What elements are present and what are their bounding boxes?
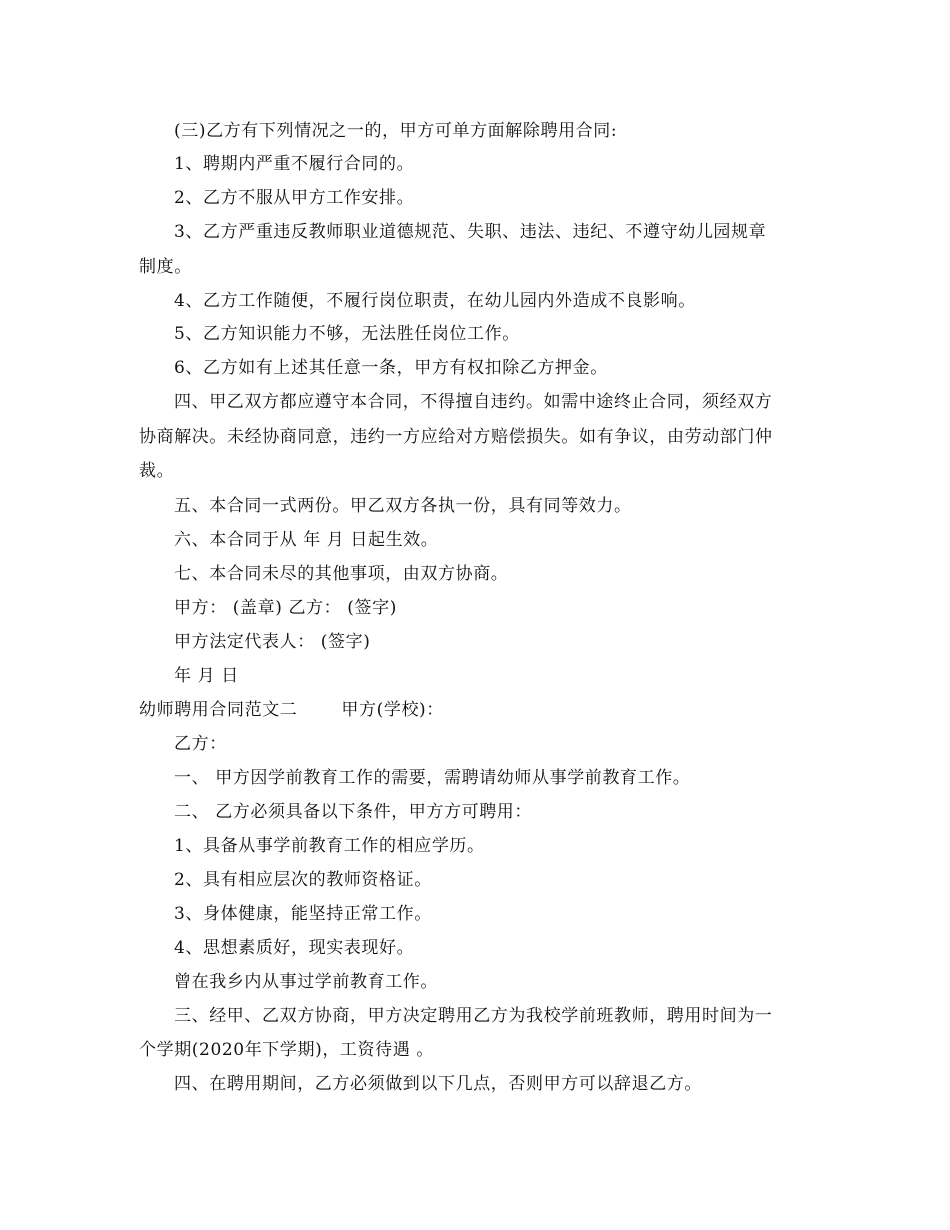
article-2-item-1: 1、具备从事学前教育工作的相应学历。 (174, 836, 485, 856)
article-2-item-5: 曾在我乡内从事过学前教育工作。 (174, 972, 438, 992)
article-4: 四、在聘用期间，乙方必须做到以下几点，否则甲方可以辞退乙方。 (174, 1074, 702, 1094)
party-b: 乙方： (174, 734, 227, 754)
clause-3-item-5: 5、乙方知识能力不够，无法胜任岗位工作。 (174, 324, 520, 344)
article-3-line-1: 三、经甲、乙双方协商，甲方决定聘用乙方为我校学前班教师，聘用时间为一 (174, 1006, 773, 1026)
signature-legal-representative: 甲方法定代表人： (签字) (174, 632, 371, 652)
section-title: 幼师聘用合同范文二 (139, 700, 298, 720)
clause-3-item-6: 6、乙方如有上述其任意一条，甲方有权扣除乙方押金。 (174, 358, 608, 378)
clause-5: 五、本合同一式两份。甲乙双方各执一份，具有同等效力。 (174, 496, 632, 516)
section-title-line (0, 699, 950, 721)
party-a-school: 甲方(学校)： (341, 700, 444, 720)
clause-3-heading: (三)乙方有下列情况之一的，甲方可单方面解除聘用合同: (174, 121, 618, 141)
article-2-item-4: 4、思想素质好，现实表现好。 (174, 938, 415, 958)
article-2-item-3: 3、身体健康，能坚持正常工作。 (174, 904, 432, 924)
clause-3-item-1: 1、聘期内严重不履行合同的。 (174, 154, 415, 174)
clause-4-line-3: 裁。 (139, 461, 175, 481)
clause-3-item-4: 4、乙方工作随便，不履行岗位职责，在幼儿园内外造成不良影响。 (174, 291, 696, 311)
clause-3-item-3: 3、乙方严重违反教师职业道德规范、失职、违法、违纪、不遵守幼儿园规章 (174, 222, 767, 242)
signature-party-a-b: 甲方： (盖章) 乙方： (签字) (174, 598, 397, 618)
article-3-line-2: 个学期(2020年下学期)，工资待遇 。 (139, 1040, 434, 1060)
clause-4-line-2: 协商解决。未经协商同意，违约一方应给对方赔偿损失。如有争议，由劳动部门仲 (139, 427, 773, 447)
clause-6: 六、本合同于从 年 月 日起生效。 (174, 530, 439, 550)
clause-3-item-2: 2、乙方不服从甲方工作安排。 (174, 188, 415, 208)
signature-date: 年 月 日 (174, 666, 239, 686)
clause-7: 七、本合同未尽的其他事项，由双方协商。 (174, 564, 509, 584)
article-2: 二、 乙方必须具备以下条件，甲方方可聘用： (174, 802, 533, 822)
article-1: 一、 甲方因学前教育工作的需要，需聘请幼师从事学前教育工作。 (174, 768, 691, 788)
clause-3-item-3-continued: 制度。 (139, 257, 192, 277)
clause-4-line-1: 四、甲乙双方都应遵守本合同，不得擅自违约。如需中途终止合同，须经双方 (174, 392, 773, 412)
article-2-item-2: 2、具有相应层次的教师资格证。 (174, 870, 432, 890)
